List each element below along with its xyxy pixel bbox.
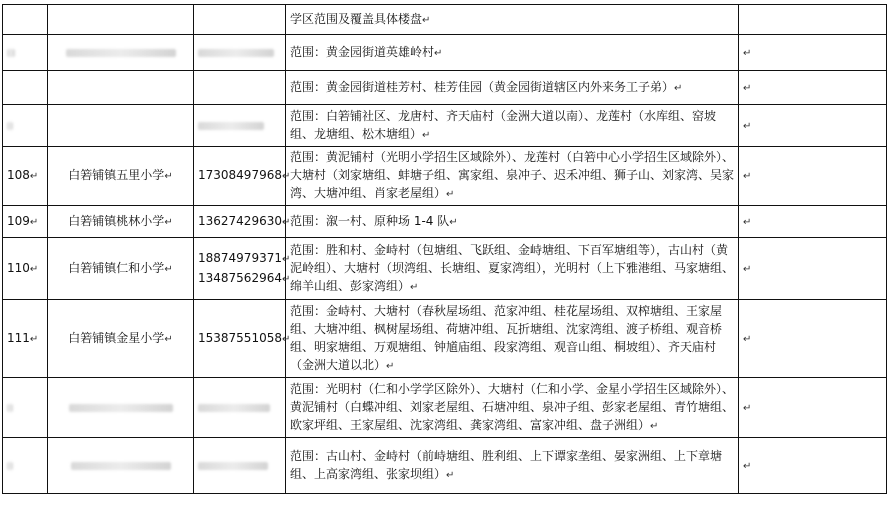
scope-cell: 范围：光明村（仁和小学学区除外）、大塘村（仁和小学、金星小学招生区域除外）、黄泥铺村（白蝶冲组、刘家老屋组、石塘冲组、泉冲子组、彭家老屋组、青竹塘组、欧家坪组、王家屋组、沈家湾组、龚家湾组、富家冲组、盘子洲组）↵ — [286, 378, 739, 438]
school-name-cell — [48, 35, 194, 71]
table-row — [3, 105, 887, 147]
row-number-cell: 111↵ — [3, 300, 48, 378]
note-cell: ↵ — [739, 71, 887, 105]
row-number-cell — [3, 438, 48, 494]
row-number-cell: 108↵ — [3, 147, 48, 206]
redacted-phone — [198, 404, 270, 412]
scope-cell: 范围：白箬铺社区、龙唐村、齐天庙村（金洲大道以南）、龙莲村（水库组、窑坡组、龙塘组、松木塘组）↵ — [286, 105, 739, 147]
table-row — [3, 206, 887, 238]
phone-line: 18874979371↵ — [198, 250, 291, 265]
scope-cell: 范围：古山村、金峙村（前峙塘组、胜利组、上下谭家垄组、晏家洲组、上下章塘组、上高家湾组、张家坝组）↵ — [286, 438, 739, 494]
scope-cell: 范围：黄泥铺村（光明小学招生区域除外）、龙莲村（白箬中心小学招生区域除外）、大塘村（刘家塘组、蚌塘子组、寓家组、泉冲子、迟禾冲组、狮子山、刘家湾、吴家湾、大塘冲组、肖家老屋组）↵ — [286, 147, 739, 206]
school-name-cell — [48, 438, 194, 494]
table-row — [3, 71, 887, 105]
school-name-cell: 白箬铺镇仁和小学↵ — [48, 238, 194, 300]
note-cell: ↵ — [739, 147, 887, 206]
header-cell-number — [3, 5, 48, 35]
note-cell: ↵ — [739, 438, 887, 494]
row-number-cell: 109↵ — [3, 206, 48, 238]
row-number-cell — [3, 35, 48, 71]
note-cell: ↵ — [739, 206, 887, 238]
header-cell-school — [48, 5, 194, 35]
phone-cell — [194, 71, 286, 105]
redacted-phone — [198, 49, 274, 57]
phone-cell: 17308497968↵ — [194, 147, 286, 206]
note-cell: ↵ — [739, 300, 887, 378]
scope-cell: 范围：溆一村、原种场 1-4 队↵ — [286, 206, 739, 238]
row-number-cell — [3, 71, 48, 105]
phone-cell: 13627429630↵ — [194, 206, 286, 238]
note-cell: ↵ — [739, 238, 887, 300]
note-cell: ↵ — [739, 35, 887, 71]
school-name-cell — [48, 105, 194, 147]
table-row — [3, 238, 887, 300]
redacted-phone — [198, 462, 268, 470]
table-row — [3, 300, 887, 378]
header-cell-phone — [194, 5, 286, 35]
school-name-cell: 白箬铺镇金星小学↵ — [48, 300, 194, 378]
table-row — [3, 35, 887, 71]
row-number-cell — [3, 378, 48, 438]
row-number-cell — [3, 105, 48, 147]
redacted-number — [7, 122, 13, 130]
school-name-cell — [48, 71, 194, 105]
redacted-school — [71, 462, 171, 470]
scope-column-title: 学区范围及覆盖具体楼盘 — [290, 11, 423, 26]
phone-cell — [194, 238, 291, 300]
school-name-cell: 白箬铺镇桃林小学↵ — [48, 206, 194, 238]
redacted-school — [66, 49, 176, 57]
phone-cell: 15387551058↵ — [194, 300, 286, 378]
redacted-school — [69, 404, 173, 412]
redacted-number — [7, 462, 13, 470]
redacted-number — [7, 49, 15, 57]
redacted-number — [7, 404, 13, 412]
redacted-phone — [198, 122, 264, 130]
note-cell: ↵ — [739, 378, 887, 438]
school-name-cell: 白箬铺镇五里小学↵ — [48, 147, 194, 206]
table-header-row — [3, 5, 887, 35]
paragraph-mark: ↵ — [422, 14, 431, 26]
scope-cell: 范围：金峙村、大塘村（春秋屋场组、范家冲组、桂花屋场组、双榨塘组、王家屋组、大塘冲组、枫树屋场组、荷塘冲组、瓦折塘组、沈家湾组、渡子桥组、观音桥组、明家塘组、万观塘组、钟馗庙组、段家湾组、观音山组、桐坡组）、齐天庙村（金洲大道以北）↵ — [286, 300, 739, 378]
phone-line: 13487562964↵ — [198, 270, 291, 285]
phone-cell — [194, 438, 286, 494]
phone-cell — [194, 378, 286, 438]
scope-cell: 范围：黄金园街道英雄岭村↵ — [286, 35, 739, 71]
note-cell: ↵ — [739, 105, 887, 147]
header-cell-scope — [286, 5, 739, 35]
table-row — [3, 378, 887, 438]
header-cell-note — [739, 5, 887, 35]
phone-cell — [194, 105, 286, 147]
scope-cell: 范围：黄金园街道桂芳村、桂芳佳园（黄金园街道辖区内外来务工子弟）↵ — [286, 71, 739, 105]
row-number-cell: 110↵ — [3, 238, 48, 300]
phone-cell — [194, 35, 286, 71]
scope-cell: 范围：胜和村、金峙村（包塘组、飞跃组、金峙塘组、下百军塘组等），古山村（黄泥岭组）、大塘村（坝湾组、长塘组、夏家湾组），光明村（上下雅港组、马家塘组、绵羊山组、彭家湾组）↵ — [286, 238, 739, 300]
school-district-table — [2, 4, 887, 494]
school-name-cell — [48, 378, 194, 438]
table-row — [3, 147, 887, 206]
table-row — [3, 438, 887, 494]
